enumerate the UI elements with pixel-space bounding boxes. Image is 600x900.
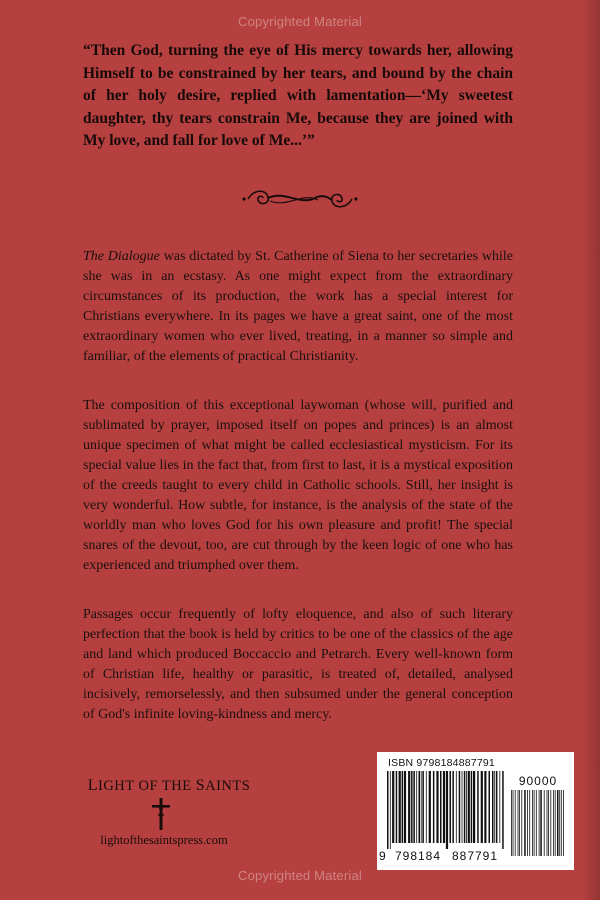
addon-barcode-bars [511, 790, 565, 862]
barcode-bar [559, 790, 560, 856]
crucifix-icon [149, 797, 173, 831]
copyright-watermark-bottom: Copyrighted Material [238, 868, 362, 883]
barcode-bar [464, 771, 466, 843]
barcode-bar [536, 790, 537, 856]
description-paragraph-2: The composition of this exceptional laywoman (whose will, purified and sublimated by prayer, imposed itself on popes and princes) is an almost unique specimen of what might be called ecclesiastical mysticism. For its special value lies in the fact that, from first to last, it is a mystical exposition of the creeds taught to every child in Catholic schools. Still, her insight is very wonderful. How subtle, for instance, is the analysis of the state of the worldly man who loves God for his own pleasure and profit! The special snares of the devout, too, are cut through by the keen logic of one who has experienced and triumphed over them. [83, 398, 513, 573]
barcode-bar [555, 790, 556, 856]
barcode-bar [548, 790, 549, 856]
barcode-bar [456, 771, 457, 843]
barcode-bar [413, 771, 415, 843]
ean-digit-group-2: 887791 [451, 849, 499, 863]
barcode-bar [466, 771, 467, 843]
description-paragraph-1 [83, 247, 513, 367]
barcode-bar [387, 771, 389, 849]
copyright-watermark-top: Copyrighted Material [238, 14, 362, 29]
barcode-bar [539, 790, 540, 856]
barcode-bar [459, 771, 461, 843]
publisher-text-2: AINTS [205, 778, 251, 794]
barcode-bar [433, 771, 435, 843]
barcode-bar [411, 771, 413, 843]
barcode-bar [540, 790, 542, 856]
barcode-bar [452, 771, 454, 843]
barcode-bar [462, 771, 463, 843]
publisher-initial-s: S [195, 777, 206, 794]
publisher-text-1: IGHT OF THE [97, 778, 196, 794]
barcode-bar [426, 771, 427, 843]
barcode-bar [477, 771, 479, 843]
barcode-bar [561, 790, 562, 856]
barcode-bar [547, 790, 548, 856]
barcode-bar [450, 771, 452, 843]
barcode-bar [402, 771, 404, 843]
barcode-bar [481, 771, 483, 843]
barcode-bar [499, 771, 500, 843]
barcode-bar [471, 771, 473, 843]
barcode-bar [532, 790, 533, 856]
barcode-bar [436, 771, 438, 843]
barcode-bar [429, 771, 431, 843]
publisher-name [84, 777, 254, 795]
isbn-barcode [377, 752, 574, 870]
barcode-bar [527, 790, 528, 856]
barcode-bar [513, 790, 514, 856]
barcode-bar [502, 771, 504, 849]
barcode-bar [563, 790, 564, 856]
barcode-bar [396, 771, 398, 843]
barcode-bar [484, 771, 486, 843]
barcode-bar [489, 771, 491, 843]
flourish-ornament-icon [240, 184, 360, 214]
barcode-bar [440, 771, 442, 843]
barcode-bar [511, 790, 512, 856]
description-paragraph-3: Passages occur frequently of lofty eloquence, and also of such literary perfection that the book is held by critics to be one of the classics of the age and land which produced Boccaccio and Petrarch. Every well-known form of Christian life, healthy or parasitic, is treated of, detailed, analysed incisively, remorselessly, and then subsumed under the general conception of God's infinite loving-kindness and mercy. [83, 607, 513, 722]
barcode-bar [422, 771, 424, 843]
barcode-bar [515, 790, 516, 856]
barcode-bar [392, 771, 394, 843]
barcode-bar [416, 771, 417, 843]
barcode-bar [496, 771, 498, 843]
barcode-bar [557, 790, 559, 856]
barcode-bar [468, 771, 470, 843]
barcode-bar [419, 771, 421, 843]
ean-barcode-bars [387, 771, 505, 849]
pull-quote: “Then God, turning the eye of His mercy towards her, allowing Himself to be constrained by her tears, and bound by the chain of her holy desire, replied with lamentation—‘My sweetest daughter, thy tears constrain Me, because they are joined with My love, and fall for love of Me...’” [83, 42, 513, 150]
barcode-bar [399, 771, 401, 843]
barcode-bar [534, 790, 535, 856]
barcode-bar [404, 771, 406, 843]
book-title-italic: The Dialogue [83, 249, 160, 264]
publisher-website: lightofthesaintspress.com [100, 833, 228, 847]
isbn-label: ISBN 9798184887791 [388, 757, 495, 769]
barcode-bar [408, 771, 410, 843]
ean-digit-group-1: 798184 [394, 849, 442, 863]
barcode-bar [550, 790, 551, 856]
publisher-initial-l: L [87, 777, 98, 794]
barcode-bar [519, 790, 520, 856]
barcode-bar [529, 790, 530, 856]
ean-first-digit: 9 [379, 849, 386, 863]
barcode-bar [443, 771, 445, 843]
barcode-bar [494, 771, 495, 843]
barcode-bar [473, 771, 475, 843]
price-addon-number: 90000 [518, 774, 558, 788]
barcode-bar [390, 771, 391, 849]
barcode-bar [544, 790, 545, 856]
barcode-bar [446, 771, 448, 849]
barcode-bar [518, 790, 519, 856]
barcode-bar [421, 771, 422, 843]
barcode-bar [524, 790, 526, 856]
barcode-bar [492, 771, 494, 843]
barcode-bar [553, 790, 554, 856]
barcode-bar [521, 790, 522, 856]
description-paragraph-1-text: was dictated by St. Catherine of Siena to her secretaries while she was in an ecstasy. As one might expect from the extraordinary circumstances of its production, the work has a special interest for Christians everywhere. In its pages we have a great saint, one of the most extraordinary women who ever lived, treating, in a manner so simple and familiar, of the elements of practical Christianity. [83, 249, 513, 364]
